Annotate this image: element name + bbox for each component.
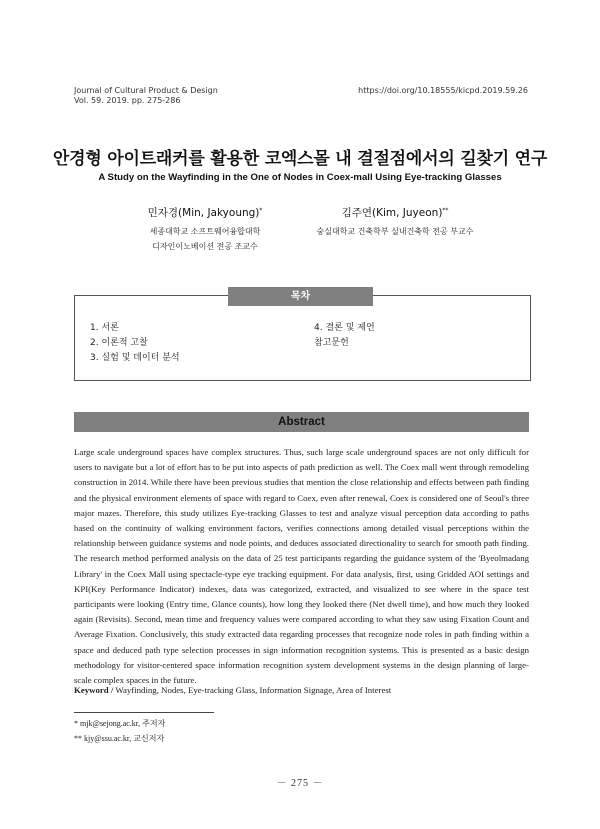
author-2-affiliation-line-1: 숭실대학교 건축학부 실내건축학 전공 부교수 (316, 227, 474, 236)
page-number: － 275 － (276, 778, 324, 789)
toc-item-2: 2. 이론적 고찰 (90, 338, 148, 348)
author-1-affiliation-line-2: 디자인이노베이션 전공 조교수 (152, 242, 258, 251)
keyword-list: Wayfinding, Nodes, Eye-tracking Glass, Information Signage, Area of Interest (113, 685, 392, 695)
author-1-mark: * (259, 207, 263, 214)
paper-title-english: A Study on the Wayfinding in the One of Nodes in Coex-mall Using Eye-tracking Glasses (98, 172, 502, 183)
journal-name: Journal of Cultural Product & Design (74, 86, 218, 95)
author-2 (300, 205, 490, 239)
footnote-2-text: kjy@ssu.ac.kr, 교신저자 (84, 734, 165, 743)
footnote-2-mark: ** (74, 734, 82, 743)
footnote-1-text: mjk@sejong.ac.kr, 주저자 (80, 719, 166, 728)
footnote-2 (74, 733, 164, 744)
abstract-text: Large scale underground spaces have complex structures. Thus, such large scale underground spaces are not only difficult for users to navigate but a lot of effort has to be put into aspects of path prediction as well. The Coex mall went through remodeling construction in 2014. While there have been previous studies that mention the close relationship and effects between path finding and the physical environment elements of space with regard to Coex, even after renewal, Coex is considered one of Seoul's three major mazes. Therefore, this study utilizes Eye-tracking Glasses to test and analyze visual perception data according to paths based on the continuity of walking environment factors, verifies connections among detailed visual perceptions within the relationship between guidance systems and node points, and deduces associated directionality to search for smooth path finding. The research method performed analysis on the data of 25 test participants regarding the guidance system of the 'Byeolmadang Library' in the Coex Mall using spectacle-type eye tracking equipment. For data analysis, first, using Gridded AOI settings and KPI(Key Performance Indicator) indexes, data was categorized, extracted, and visualized to see where in the space test participants were looking (Entry time, Glance counts), how long they looked there (Net dwell time), and how much they looked again (Revisits). Second, mean time and frequency values were compared according to what they saw using Fixation Count and Average Fixation. Conclusively, this study extracted data regarding processes that recognize node roles in path finding within a space and deduced path type selection processes in sign information recognition systems. This is presented as a basic design methodology for visitor-centered space information recognition system development systems in the design planning of large-scale complex spaces in the future. (74, 447, 529, 686)
journal-volume: Vol. 59. 2019. pp. 275-286 (74, 96, 181, 105)
doi-link[interactable]: https://doi.org/10.18555/kicpd.2019.59.26 (358, 86, 528, 95)
keywords (74, 685, 529, 695)
paper-title-korean: 안경형 아이트래커를 활용한 코엑스몰 내 결절점에서의 길찾기 연구 (52, 149, 548, 169)
footnote-1-mark: * (74, 719, 78, 728)
toc-item-4: 4. 결론 및 제언 (314, 323, 375, 333)
keyword-label: Keyword / (74, 685, 114, 695)
toc-item-3: 3. 실험 및 데이터 분석 (90, 353, 180, 363)
author-1-affiliation-line-1: 세종대학교 소프트웨어융합대학 (149, 227, 261, 236)
author-2-mark: ** (442, 207, 449, 214)
toc-heading: 목차 (228, 287, 373, 306)
author-1-name: 민자경(Min, Jakyoung)* (147, 207, 263, 219)
toc-item-1: 1. 서론 (90, 323, 119, 333)
author-2-name: 김주연(Kim, Juyeon)** (341, 207, 449, 219)
footnote-1 (74, 718, 165, 729)
author-1 (120, 205, 290, 254)
footnote-divider (74, 712, 214, 713)
abstract-heading: Abstract (74, 412, 529, 432)
toc-item-references: 참고문헌 (314, 338, 349, 348)
